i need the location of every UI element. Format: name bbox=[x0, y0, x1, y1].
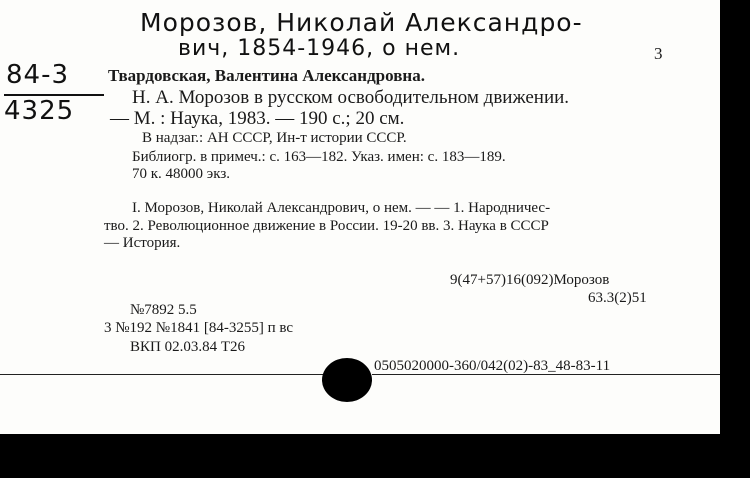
price-run: 70 к. 48000 экз. bbox=[132, 166, 230, 182]
handwritten-call-number-top: 84-3 bbox=[6, 60, 70, 90]
bottom-rule-right bbox=[372, 374, 720, 375]
classification-line2: 63.3(2)51 bbox=[588, 290, 647, 306]
handwritten-heading-line1: Морозов, Николай Александро- bbox=[140, 8, 583, 37]
registry-line: 3 №192 №1841 [84-3255] п вс bbox=[104, 320, 294, 336]
subjects-line1: I. Морозов, Николай Александрович, о нем. — — 1. Народничес- bbox=[132, 200, 551, 216]
order-number: №7892 5.5 bbox=[130, 302, 197, 318]
subjects-line2: тво. 2. Революционное движение в России. 19-20 вв. 3. Наука в СССР bbox=[104, 218, 549, 234]
bottom-rule-left bbox=[0, 374, 326, 375]
author-heading: Твардовская, Валентина Александровна. bbox=[108, 66, 425, 85]
vkp-line: ВКП 02.03.84 Т26 bbox=[130, 339, 246, 355]
handwritten-heading-line2: вич, 1854-1946, о нем. bbox=[178, 36, 461, 61]
card-number: 3 bbox=[654, 44, 663, 63]
imprint-line: — М. : Наука, 1983. — 190 с.; 20 см. bbox=[110, 108, 405, 129]
publisher-note: В надзаг.: АН СССР, Ин-т истории СССР. bbox=[142, 130, 407, 146]
bibliography-note: Библиогр. в примеч.: с. 163—182. Указ. имен: с. 183—189. bbox=[132, 149, 506, 165]
card-punch-hole bbox=[322, 358, 372, 402]
handwritten-call-number-bottom: 4325 bbox=[4, 96, 75, 126]
title-line: Н. А. Морозов в русском освободительном движении. bbox=[132, 87, 570, 108]
subjects-line3: — История. bbox=[104, 235, 181, 251]
classification-line1: 9(47+57)16(092)Морозов bbox=[450, 272, 610, 288]
barcode-number: 0505020000-360/042(02)-83_48-83-11 bbox=[374, 358, 611, 374]
